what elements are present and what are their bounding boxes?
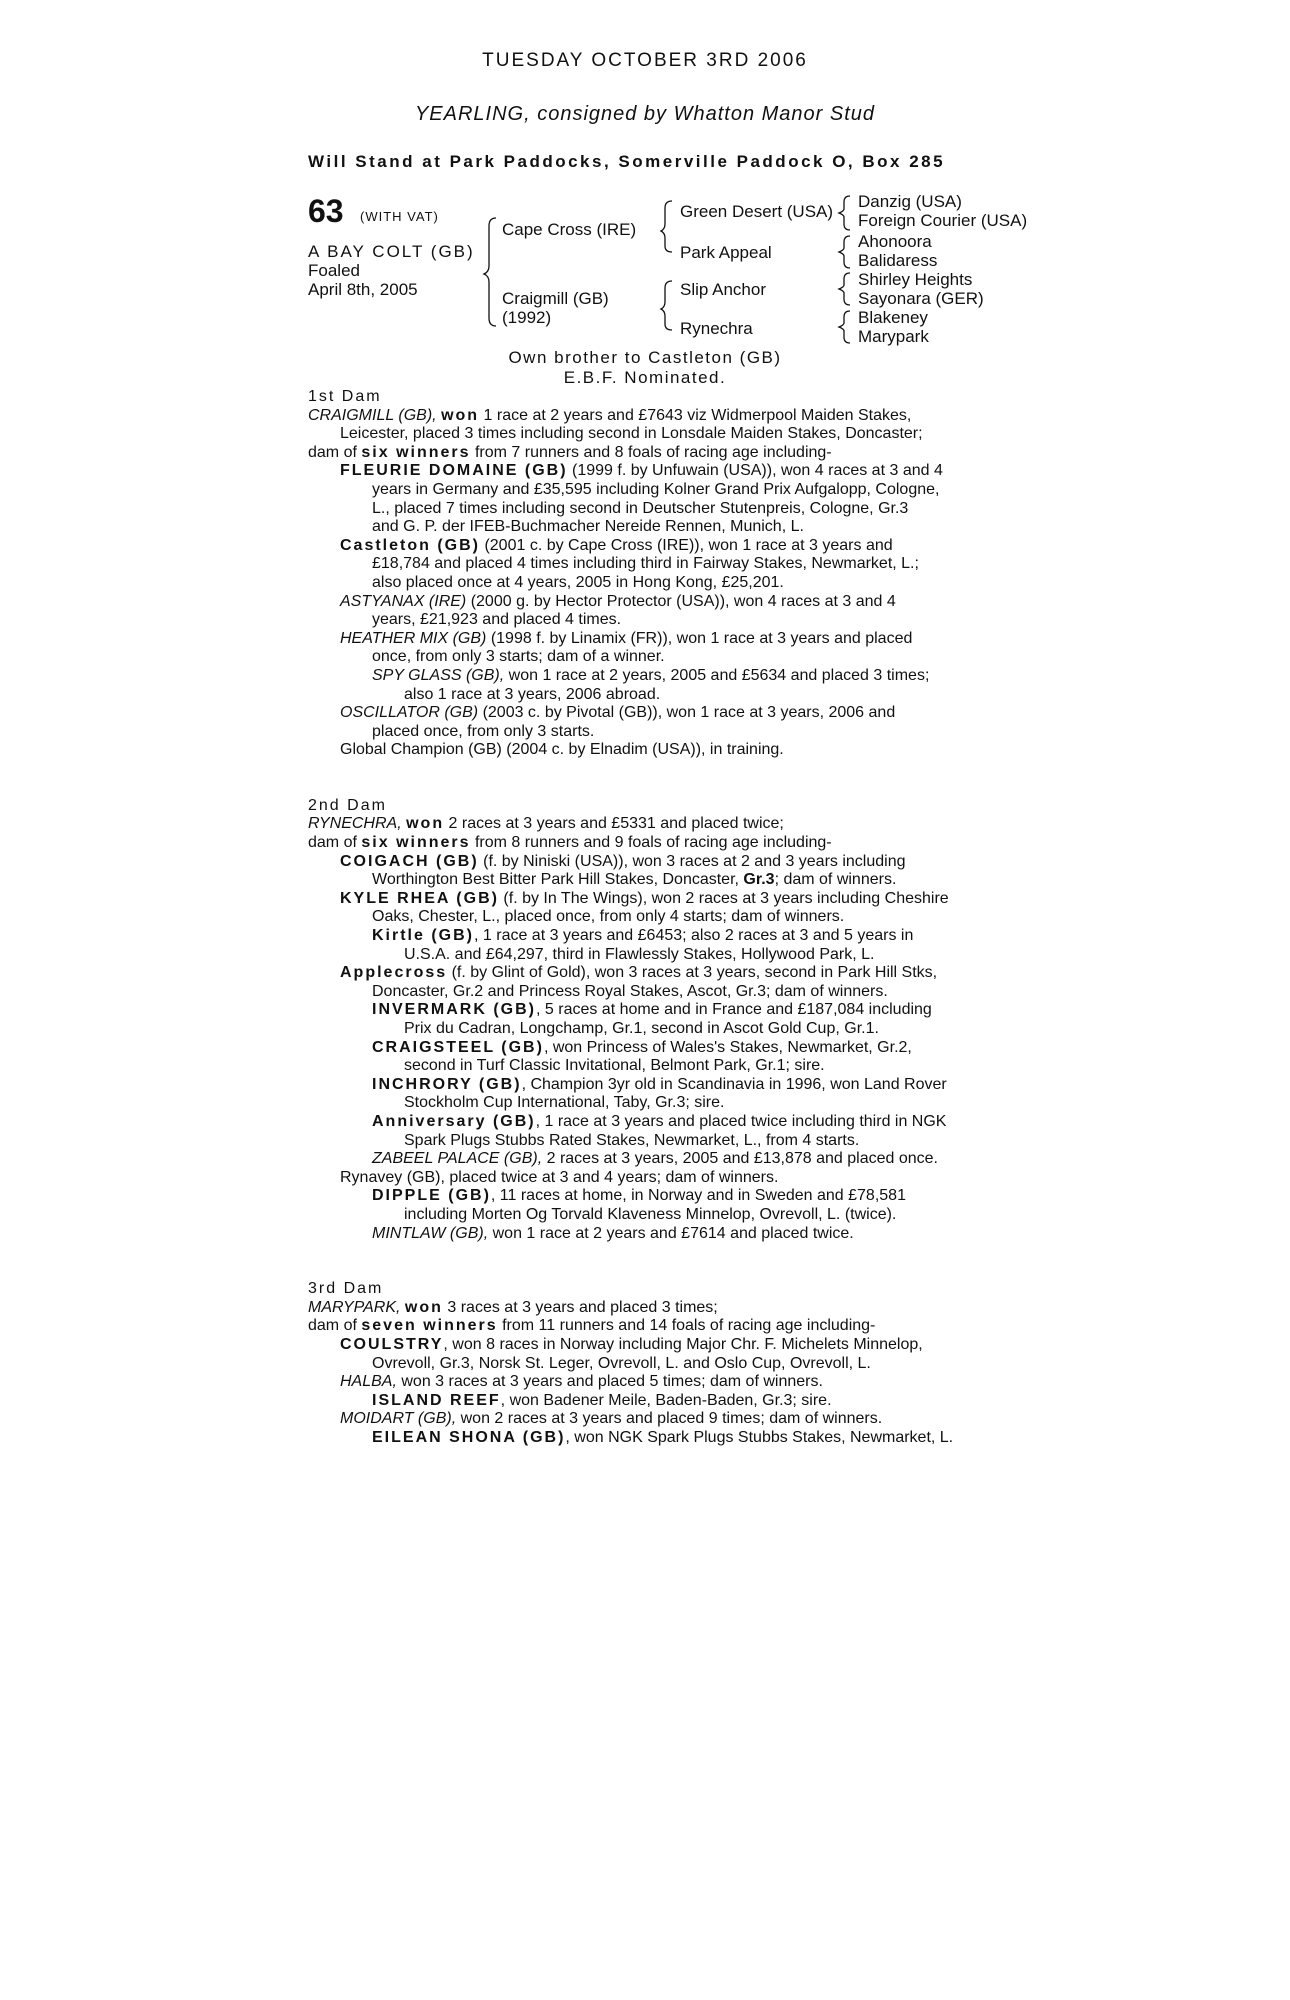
dam2-heading: 2nd Dam: [308, 796, 387, 814]
dam1-line1: CRAIGMILL (GB), won 1 race at 2 years and £7643 viz Widmerpool Maiden Stakes,: [308, 406, 912, 424]
dam2-line2: dam of six winners from 8 runners and 9 foals of racing age including-: [308, 834, 832, 852]
pedigree-sire-sire: Green Desert (USA): [680, 202, 834, 221]
dam1-heading: 1st Dam: [308, 388, 382, 405]
pedigree-gen3-7: Blakeney: [858, 308, 928, 327]
foaled-date: April 8th, 2005: [308, 280, 418, 299]
dam2-anniversary: Anniversary (GB), 1 race at 3 years and placed twice including third in NGK: [372, 1112, 947, 1130]
stand-location: Will Stand at Park Paddocks, Somerville Paddock O, Box 285: [308, 152, 946, 171]
dam2-craigsteel: CRAIGSTEEL (GB), won Princess of Wales's Stakes, Newmarket, Gr.2,: [372, 1038, 912, 1056]
dam1-heather-mix: HEATHER MIX (GB) (1998 f. by Linamix (FR)), won 1 race at 3 years and placed: [340, 629, 913, 647]
dam2-line1: RYNECHRA, won 2 races at 3 years and £5331 and placed twice;: [308, 815, 784, 833]
consignment-line: YEARLING, consigned by Whatton Manor Stud: [414, 103, 876, 125]
dam2-inchrory: INCHRORY (GB), Champion 3yr old in Scandinavia in 1996, won Land Rover: [372, 1075, 947, 1093]
dam1-fleurie: FLEURIE DOMAINE (GB) (1999 f. by Unfuwain (USA)), won 4 races at 3 and 4: [340, 462, 943, 480]
pedigree-gen3-1: Danzig (USA): [858, 192, 962, 211]
brother-note: Own brother to Castleton (GB): [508, 348, 782, 367]
dam2-rynavey: Rynavey (GB), placed twice at 3 and 4 years; dam of winners.: [340, 1168, 779, 1186]
dam3-moidart: MOIDART (GB), won 2 races at 3 years and placed 9 times; dam of winners.: [340, 1410, 883, 1428]
dam1-name: CRAIGMILL (GB),: [308, 406, 437, 424]
dam1-line2: Leicester, placed 3 times including second in Lonsdale Maiden Stakes, Doncaster;: [340, 425, 923, 443]
family-notes: 1st Dam CRAIGMILL (GB), won 1 race at 2 years and £7643 viz Widmerpool Maiden Stakes, Leicester, placed 3 times including second in Lonsdale Maiden Stakes, Doncaster; dam of six winners from 7 runners and 8 foals of racing age including- FLEURIE DOMAINE (GB) (1999 f. by Unfuwain (USA)), won 4 races at 3 and 4 years in Germany and £35,595 including Kolner Grand Prix Aufgalopp, Cologne, L., placed 7 times including second in Deutscher Stutenpreis, Cologne, Gr.3 and G. P. der IFEB-Buchmacher Nereide Rennen, Munich, L. Castleton (GB) (2001 c. by Cape Cross (IRE)), won 1 race at 3 years and £18,784 and placed 4 times including third in Fairway Stakes, Newmarket, L.; also placed once at 4 years, 2005 in Hong Kong, £25,201. ASTYANAX (IRE) (2000 g. by Hector Protector (USA)), won 4 races at 3 and 4 years, £21,923 and placed 4 times. HEATHER MIX (GB) (1998 f. by Linamix (FR)), won 1 race at 3 years and placed once, from only 3 starts; dam of a winner. SPY GLASS (GB), won 1 race at 2 years, 2005 and £5634 and placed 3 times; also 1 race at 3 years, 2006 abroad. OSCILLATOR (GB) (2003 c. by Pivotal (GB)), won 1 race at 3 years, 2006 and placed once, from only 3 starts. Global Champion (GB) (2004 c. by Elnadim (USA)), in training. 2nd Dam RYNECHRA, won 2 races at 3 years and £5331 and placed twice; dam of six winners from 8 runners and 9 foals of racing age including- COIGACH (GB) (f. by Niniski (USA)), won 3 races at 2 and 3 years including Worthington Best Bitter Park Hill Stakes, Doncaster, Gr.3; dam of winners. KYLE RHEA (GB) (f. by In The Wings), won 2 races at 3 years including Cheshire Oaks, Chester, L., placed once, from only 4 starts; dam of winners. Kirtle (GB), 1 race at 3 years and £6453; also 2 races at 3 and 5 years in U.S.A. and £64,297, third in Flawlessly Stakes, Hollywood Park, L. Applecross (f. by Glint of Gold), won 3 races at 3 years, second in Park Hill Stks, Doncaster, Gr.2 and Princess Royal Stakes, Ascot, Gr.3; dam of winners. INVERMARK (GB), 5 races at home and in France and £187,084 including Prix du Cadran, Longchamp, Gr.1, second in Ascot Gold Cup, Gr.1. CRAIGSTEEL (GB), won Princess of Wales's Stakes, Newmarket, Gr.2, second in Turf Classic Invitational, Belmont Park, Gr.1; sire. INCHRORY (GB), Champion 3yr old in Scandinavia in 1996, won Land Rover Stockholm Cup International, Taby, Gr.3; sire. Anniversary (GB), 1 race at 3 years and placed twice including third in NGK Spark Plugs Stubbs Rated Stakes, Newmarket, L., from 4 starts. ZABEEL PALACE (GB), 2 races at 3 years, 2005 and £13,878 and placed once. Rynavey (GB), placed twice at 3 and 4 years; dam of winners. DIPPLE (GB), 11 races at home, in Norway and in Sweden and £78,581 including Morten Og Torvald Klaveness Minnelop, Ovrevoll, L. (twice). MINTLAW (GB), won 1 race at 2 years and £7614 and placed twice. 3rd Dam MARYPARK, won 3 races at 3 years and placed 3 times; dam of seven winners from 11 runners and 14 foals of racing age including- COULSTRY, won 8 races in Norway including Major Chr. F. Michelets Minnelop, Ovrevoll, Gr.3, Norsk St. Leger, Ovrevoll, L. and Oslo Cup, Ovrevoll, L. HALBA, won 3 races at 3 years and placed 5 times; dam of winners. ISLAND REEF, won Badener Meile, Baden-Baden, Gr.3; sire. MOIDART (GB), won 2 races at 3 years and placed 9 times; dam of winners. EILEAN SHONA (GB), won NGK Spark Plugs Stubbs Stakes, Newmarket, L.: [308, 388, 1008, 1447]
lot-number: 63: [308, 193, 344, 229]
pedigree-gen3-5: Shirley Heights: [858, 270, 973, 289]
pedigree-braces: [0, 0, 1290, 360]
pedigree-dam-year: (1992): [502, 308, 552, 327]
dam2-dipple: DIPPLE (GB), 11 races at home, in Norway and in Sweden and £78,581: [372, 1187, 906, 1205]
dam2-applecross: Applecross (f. by Glint of Gold), won 3 races at 3 years, second in Park Hill Stks,: [340, 964, 938, 982]
dam2-invermark: INVERMARK (GB), 5 races at home and in France and £187,084 including: [372, 1001, 932, 1019]
dam1-spy-glass: SPY GLASS (GB), won 1 race at 2 years, 2005 and £5634 and placed 3 times;: [372, 666, 930, 684]
dam1-global-champion: Global Champion (GB) (2004 c. by Elnadim (USA)), in training.: [340, 741, 784, 759]
dam3-coulstry: COULSTRY, won 8 races in Norway including Major Chr. F. Michelets Minnelop,: [340, 1335, 923, 1353]
pedigree-gen3-2: Foreign Courier (USA): [858, 211, 1028, 230]
pedigree-dam: Craigmill (GB): [502, 289, 609, 308]
pedigree-sire: Cape Cross (IRE): [502, 220, 637, 239]
dam2-mintlaw: MINTLAW (GB), won 1 race at 2 years and £7614 and placed twice.: [372, 1224, 854, 1242]
lot-vat: (WITH VAT): [360, 209, 439, 224]
dam1-castleton: Castleton (GB) (2001 c. by Cape Cross (IRE)), won 1 race at 3 years and: [340, 536, 893, 554]
dam1-oscillator: OSCILLATOR (GB) (2003 c. by Pivotal (GB)), won 1 race at 3 years, 2006 and: [340, 704, 896, 722]
sale-date: TUESDAY OCTOBER 3RD 2006: [482, 50, 808, 71]
foaled-label: Foaled: [308, 261, 360, 280]
dam2-coigach: COIGACH (GB) (f. by Niniski (USA)), won 3 races at 2 and 3 years including: [340, 852, 906, 870]
dam3-halba: HALBA, won 3 races at 3 years and placed 5 times; dam of winners.: [340, 1373, 823, 1391]
dam2-kyle-rhea: KYLE RHEA (GB) (f. by In The Wings), won 2 races at 3 years including Cheshire: [340, 889, 949, 907]
dam3-line1: MARYPARK, won 3 races at 3 years and placed 3 times;: [308, 1298, 718, 1316]
dam2-kirtle: Kirtle (GB), 1 race at 3 years and £6453; also 2 races at 3 and 5 years in: [372, 927, 914, 945]
dam3-island-reef: ISLAND REEF, won Badener Meile, Baden-Baden, Gr.3; sire.: [372, 1391, 832, 1409]
dam3-eilean-shona: EILEAN SHONA (GB), won NGK Spark Plugs Stubbs Stakes, Newmarket, L.: [372, 1428, 954, 1446]
dam3-line2: dam of seven winners from 11 runners and 14 foals of racing age including-: [308, 1317, 876, 1335]
pedigree-gen3-8: Marypark: [858, 327, 929, 346]
pedigree-sire-dam: Park Appeal: [680, 243, 772, 262]
ebf-note: E.B.F. Nominated.: [563, 368, 727, 387]
dam1-line3: dam of six winners from 7 runners and 8 foals of racing age including-: [308, 443, 832, 461]
pedigree-gen3-6: Sayonara (GER): [858, 289, 984, 308]
dam2-zabeel-palace: ZABEEL PALACE (GB), 2 races at 3 years, 2005 and £13,878 and placed once.: [372, 1150, 938, 1168]
dam1-astyanax: ASTYANAX (IRE) (2000 g. by Hector Protector (USA)), won 4 races at 3 and 4: [340, 592, 896, 610]
pedigree-gen3-3: Ahonoora: [858, 232, 932, 251]
pedigree-dam-dam: Rynechra: [680, 319, 753, 338]
pedigree-dam-sire: Slip Anchor: [680, 280, 766, 299]
dam3-heading: 3rd Dam: [308, 1280, 384, 1298]
horse-name: A BAY COLT (GB): [308, 242, 475, 261]
pedigree-gen3-4: Balidaress: [858, 251, 938, 270]
